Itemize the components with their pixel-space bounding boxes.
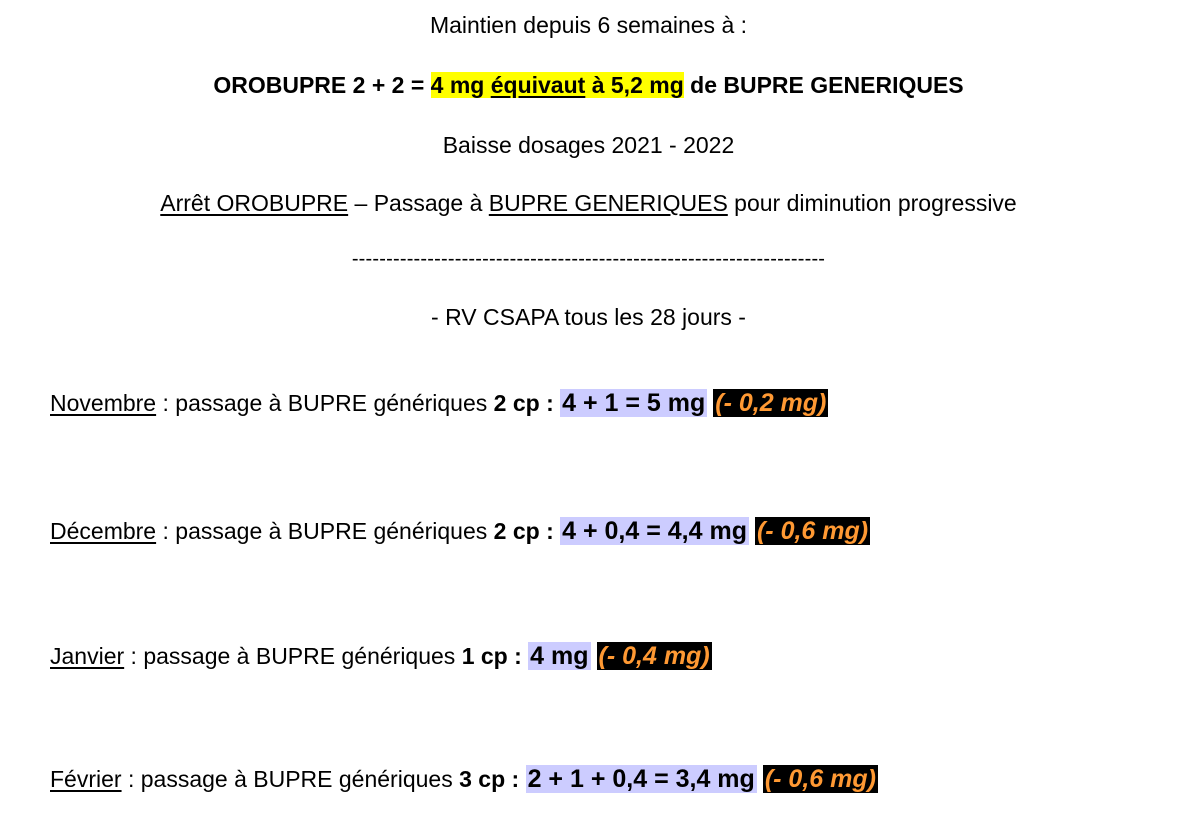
row-cp: 1 cp : xyxy=(461,643,529,669)
month-label: Février xyxy=(50,766,122,792)
dosage-decrease-title xyxy=(0,130,1177,160)
dosage-decrease-text: Baisse dosages 2021 - 2022 xyxy=(442,132,735,158)
row-cp: 3 cp : xyxy=(459,766,526,792)
row-delta: (- 0,4 mg) xyxy=(598,642,710,670)
row-delta: (- 0,6 mg) xyxy=(756,517,869,545)
separator-line xyxy=(0,244,1177,274)
row-cp: 2 cp : xyxy=(493,518,561,544)
bupre-generiques: BUPRE GENERIQUES xyxy=(488,190,728,216)
row-delta: (- 0,6 mg) xyxy=(764,765,876,793)
schedule-row-january xyxy=(50,641,712,671)
rv-text: - RV CSAPA tous les 28 jours - xyxy=(431,304,746,330)
equivalence-rest: à 5,2 mg xyxy=(585,72,684,98)
separator: --------------------------------------------------------------------- xyxy=(351,248,826,270)
orobupre-equivalence-line xyxy=(0,70,1177,100)
equivalence-dose: 4 mg xyxy=(430,72,491,98)
row-dose: 4 + 0,4 = 4,4 mg xyxy=(562,517,747,545)
switch-end: pour diminution progressive xyxy=(727,190,1017,216)
row-delta: (- 0,2 mg) xyxy=(715,389,827,417)
switch-line xyxy=(0,188,1177,218)
row-text: : passage à BUPRE génériques xyxy=(121,766,460,792)
schedule-row-february xyxy=(50,764,878,794)
equivalence-suffix: de BUPRE GENERIQUES xyxy=(683,72,964,98)
maintenance-line xyxy=(0,10,1177,40)
row-text: : passage à BUPRE génériques xyxy=(156,390,494,416)
switch-middle: – Passage à xyxy=(348,190,489,216)
equivalence-highlight xyxy=(431,72,684,98)
month-label: Novembre xyxy=(50,390,157,416)
row-dose: 4 mg xyxy=(530,642,589,670)
maintenance-text: Maintien depuis 6 semaines à : xyxy=(429,12,748,38)
schedule-row-november xyxy=(50,388,828,418)
row-dose: 4 + 1 = 5 mg xyxy=(562,389,706,417)
equivalence-prefix: OROBUPRE 2 + 2 = xyxy=(213,72,431,98)
row-dose: 2 + 1 + 0,4 = 3,4 mg xyxy=(527,765,755,793)
row-text: : passage à BUPRE génériques xyxy=(124,643,462,669)
stop-orobupre: Arrêt OROBUPRE xyxy=(160,190,349,216)
row-cp: 2 cp : xyxy=(493,390,561,416)
rv-line xyxy=(0,302,1177,332)
month-label: Décembre xyxy=(50,518,157,544)
row-text: : passage à BUPRE génériques xyxy=(156,518,494,544)
schedule-row-december xyxy=(50,516,870,546)
month-label: Janvier xyxy=(50,643,125,669)
equivalence-word: équivaut xyxy=(490,72,586,98)
